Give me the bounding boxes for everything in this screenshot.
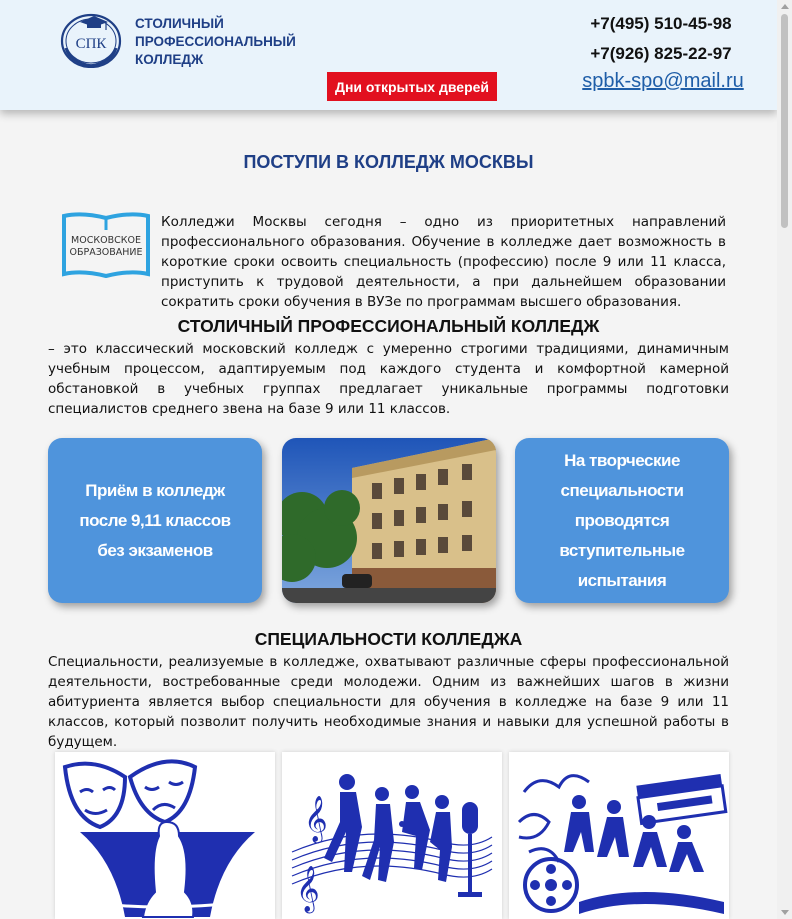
music-singers-icon <box>282 752 502 919</box>
banner-line: специальности проводятся <box>560 480 684 530</box>
mos-logo-line: МОСКОВСКОЕ <box>71 235 141 246</box>
svg-text:𝄞: 𝄞 <box>296 866 320 912</box>
specialties-description: Специальности, реализуемые в колледже, охватывают различные сферы профессиональной деятельности, востребованные среди молодежи. Одним из важнейших шагов в жизни абитуриента является выбор специальности для обучения в колледже на базе 9 или 11 классов, который позволит получить необходимые знания и навыки для успешной работы в будущем. <box>48 654 729 750</box>
admission-banner[interactable] <box>48 438 262 603</box>
svg-text:𝄞: 𝄞 <box>304 796 328 842</box>
banner-line: вступительные испытания <box>559 540 685 590</box>
phone-link-1[interactable]: +7(495) 510-45-98 <box>590 14 732 33</box>
moscow-education-logo-icon <box>60 210 152 282</box>
creative-exams-banner[interactable] <box>515 438 729 603</box>
logo-monogram: СПК <box>75 36 107 52</box>
college-building-photo[interactable] <box>282 438 496 603</box>
banner-line: На творческие <box>564 450 680 470</box>
scroll-up-arrow-icon[interactable] <box>781 4 789 9</box>
mos-logo-line: ОБРАЗОВАНИЕ <box>69 247 143 258</box>
banner-line: после 9,11 классов <box>79 510 231 530</box>
logo-title <box>135 15 295 69</box>
phone-link-2[interactable]: +7(926) 825-22-97 <box>590 44 732 63</box>
banner-line: без экзаменов <box>97 540 213 560</box>
scroll-down-arrow-icon[interactable] <box>781 910 789 915</box>
logo-line: СТОЛИЧНЫЙ <box>135 16 224 31</box>
open-days-button[interactable]: Дни открытых дверей <box>327 72 497 101</box>
specialty-tile-music[interactable] <box>282 752 502 919</box>
logo-line: КОЛЛЕДЖ <box>135 52 204 67</box>
specialties-section-title: СПЕЦИАЛЬНОСТИ КОЛЛЕДЖА <box>254 629 523 649</box>
building-photo-image <box>282 438 496 603</box>
college-description: – это классический московский колледж с умеренно строгими традициями, динамичным учебным процессом, адаптируемым под каждого студента и комфортной камерной обстановкой в учебных группах предлагает уникальные программы подготовки специалистов среднего звена на базе 9 или 11 классов. <box>48 341 729 417</box>
theatre-masks-icon <box>55 752 275 919</box>
site-header <box>0 0 777 110</box>
specialty-tile-theatre[interactable] <box>55 752 275 919</box>
email-link[interactable]: spbk-spo@mail.ru <box>582 70 744 92</box>
college-section-title: СТОЛИЧНЫЙ ПРОФЕССИОНАЛЬНЫЙ КОЛЛЕДЖ <box>177 316 600 336</box>
scrollbar-thumb[interactable] <box>781 14 788 228</box>
banner-line: Приём в колледж <box>85 480 225 500</box>
cinema-dance-icon <box>509 752 729 919</box>
vertical-scrollbar[interactable] <box>777 0 792 919</box>
specialty-tile-cinema[interactable] <box>509 752 729 919</box>
page-title: ПОСТУПИ В КОЛЛЕДЖ МОСКВЫ <box>243 152 534 172</box>
logo-line: ПРОФЕССИОНАЛЬНЫЙ <box>135 34 296 49</box>
intro-paragraph: Колледжи Москвы сегодня – одно из приоритетных направлений профессионального образования. Обучение в колледже дает возможность в короткие сроки освоить специальность (профессию) после 9 или 11 класса, приступить к трудовой деятельности, а при дальнейшем образовании сократить сроки обучения в ВУЗе по программам высшего образования. <box>161 214 726 310</box>
college-emblem-icon <box>60 10 122 68</box>
